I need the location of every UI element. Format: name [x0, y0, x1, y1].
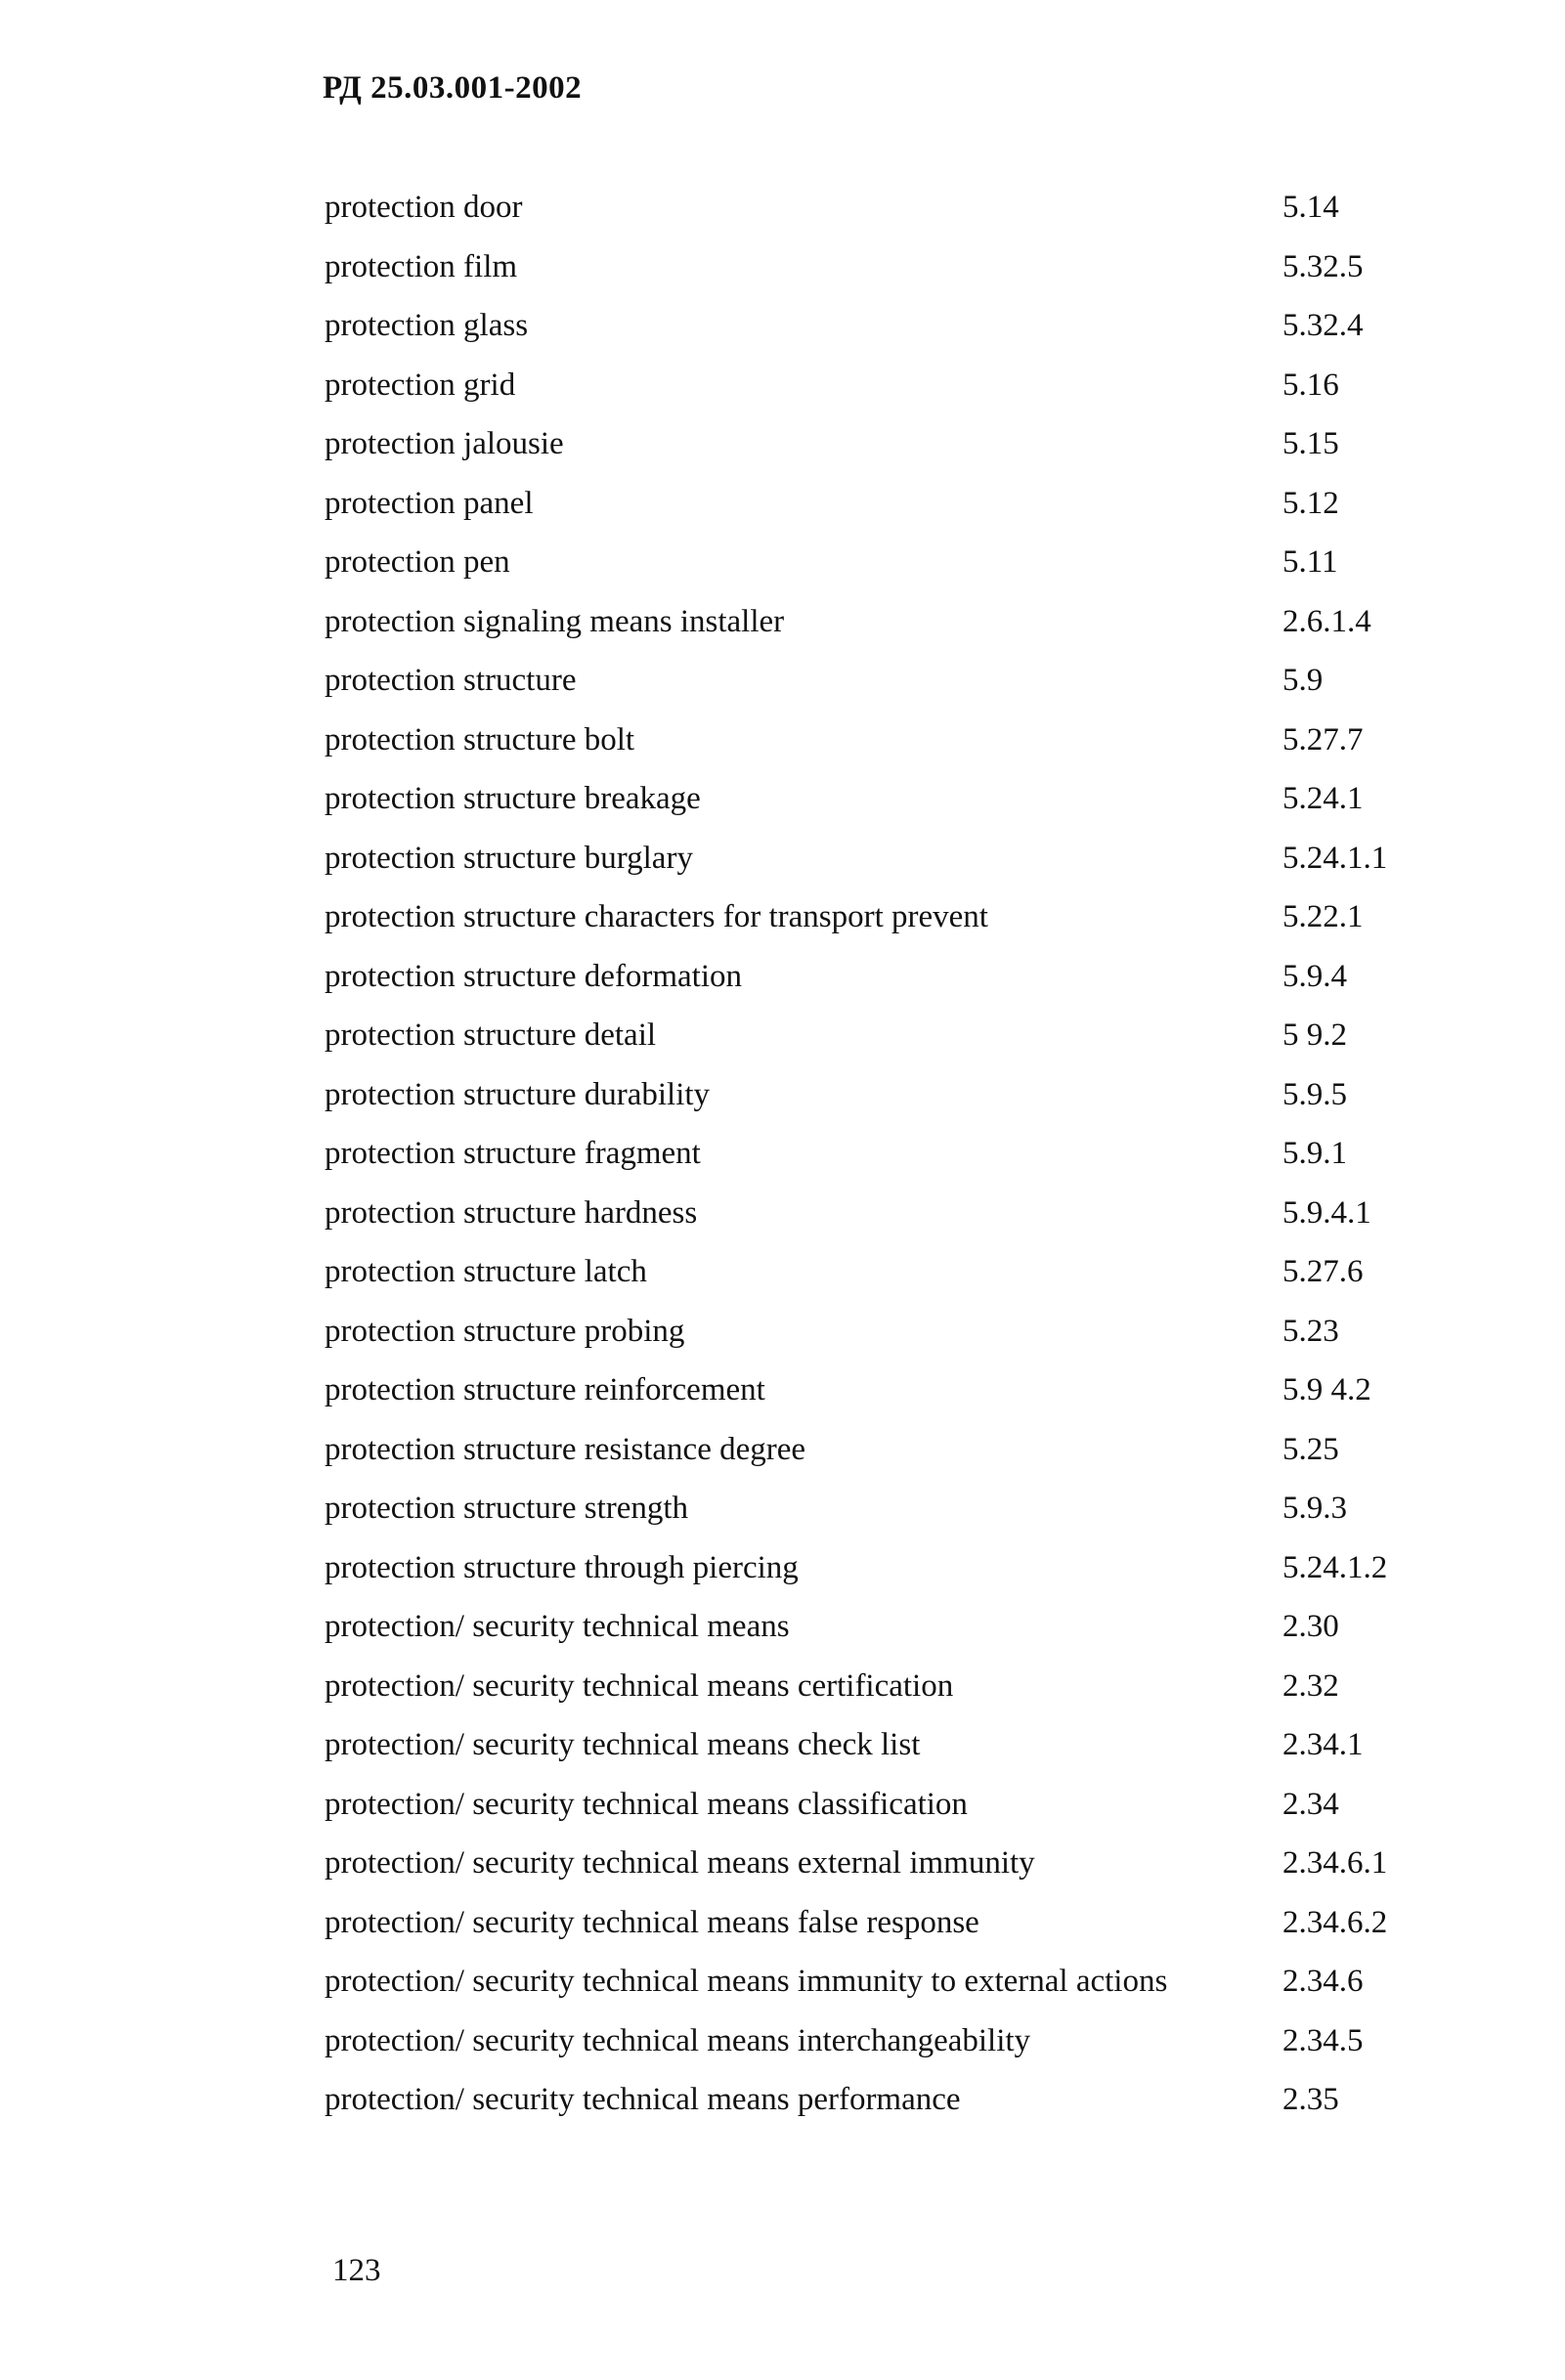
- index-reference: 5.9.5: [1282, 1076, 1347, 1112]
- list-item: [325, 533, 1468, 592]
- list-item: [325, 1597, 1468, 1657]
- index-term: protection structure through piercing: [325, 1549, 799, 1585]
- index-reference: 5.9.4.1: [1282, 1194, 1371, 1231]
- index-reference: 2.30: [1282, 1609, 1339, 1644]
- index-reference: 2.32: [1282, 1667, 1339, 1704]
- index-reference: 5.32.4: [1282, 308, 1364, 343]
- index-term: protection film: [325, 248, 518, 284]
- index-term: protection structure bolt: [325, 721, 635, 757]
- index-term: protection signaling means installer: [325, 603, 785, 639]
- list-item: [325, 474, 1468, 534]
- list-item: [325, 1065, 1468, 1125]
- list-item: [325, 414, 1468, 474]
- list-item: [325, 2012, 1468, 2071]
- index-term: protection/ security technical means false response: [325, 1904, 979, 1940]
- index-reference: 5.25: [1282, 1431, 1339, 1467]
- list-item: [325, 1834, 1468, 1893]
- list-item: [325, 947, 1468, 1007]
- list-item: [325, 1893, 1468, 1953]
- list-item: [325, 1952, 1468, 2012]
- list-item: [325, 1361, 1468, 1420]
- index-term: protection structure durability: [325, 1076, 711, 1112]
- list-item: [325, 238, 1468, 297]
- index-reference: 2.34: [1282, 1786, 1339, 1822]
- index-term: protection/ security technical means external immunity: [325, 1845, 1035, 1881]
- index-term: protection structure fragment: [325, 1136, 701, 1171]
- index-term: protection structure deformation: [325, 958, 743, 994]
- list-item: [325, 1479, 1468, 1538]
- list-item: [325, 1775, 1468, 1835]
- list-item: [325, 1184, 1468, 1243]
- list-item: [325, 1657, 1468, 1716]
- index-term: protection/ security technical means certification: [325, 1667, 954, 1704]
- document-code-header: РД 25.03.001-2002: [323, 70, 583, 106]
- index-term: protection/ security technical means interchangeability: [325, 2022, 1031, 2058]
- list-item: [325, 2070, 1468, 2130]
- index-term: protection structure resistance degree: [325, 1431, 806, 1467]
- index-reference: 2.34.6: [1282, 1964, 1364, 1999]
- index-reference: 5.14: [1282, 190, 1339, 225]
- index-term: protection structure latch: [325, 1254, 647, 1289]
- index-term: protection/ security technical means performance: [325, 2082, 961, 2117]
- list-item: [325, 178, 1468, 238]
- list-item: [325, 1302, 1468, 1362]
- index-reference: 2.34.5: [1282, 2022, 1364, 2058]
- index-reference: 5.24.1.2: [1282, 1549, 1388, 1585]
- index-term: protection structure: [325, 663, 577, 698]
- index-reference: 5.9 4.2: [1282, 1372, 1371, 1407]
- index-reference: 5.9: [1282, 663, 1324, 698]
- index-term: protection structure hardness: [325, 1194, 698, 1231]
- list-item: [325, 1538, 1468, 1598]
- index-reference: 5.23: [1282, 1313, 1339, 1349]
- list-item: [325, 769, 1468, 829]
- index-term: protection structure probing: [325, 1313, 685, 1349]
- index-reference: 5 9.2: [1282, 1017, 1347, 1053]
- index-reference: 5.9.4: [1282, 958, 1347, 994]
- index-reference: 5.11: [1282, 544, 1338, 580]
- index-reference: 5.15: [1282, 426, 1339, 461]
- index-reference: 5.32.5: [1282, 248, 1364, 284]
- index-term: protection/ security technical means classification: [325, 1786, 968, 1822]
- index-term: protection structure characters for transport prevent: [325, 899, 988, 934]
- list-item: [325, 651, 1468, 711]
- list-item: [325, 829, 1468, 888]
- index-reference: 2.6.1.4: [1282, 603, 1371, 639]
- list-item: [325, 356, 1468, 415]
- index-reference: 5.24.1.1: [1282, 840, 1388, 876]
- index-reference: 2.35: [1282, 2082, 1339, 2117]
- list-item: [325, 1242, 1468, 1302]
- index-term: protection jalousie: [325, 426, 564, 461]
- list-item: [325, 887, 1468, 947]
- index-reference: 5.24.1: [1282, 781, 1364, 816]
- index-reference: 5.16: [1282, 367, 1339, 403]
- index-term: protection structure strength: [325, 1491, 689, 1526]
- list-item: [325, 1420, 1468, 1480]
- index-reference: 5.27.6: [1282, 1254, 1364, 1289]
- list-item: [325, 592, 1468, 652]
- index-reference: 5.9.1: [1282, 1136, 1347, 1171]
- list-item: [325, 296, 1468, 356]
- index-reference: 5.27.7: [1282, 721, 1364, 757]
- index-reference: 5.22.1: [1282, 899, 1364, 934]
- list-item: [325, 1006, 1468, 1065]
- index-term: protection grid: [325, 367, 516, 403]
- index-reference: 5.12: [1282, 485, 1339, 521]
- index-reference: 2.34.6.1: [1282, 1845, 1388, 1881]
- index-term: protection structure burglary: [325, 840, 693, 876]
- index-term: protection panel: [325, 485, 534, 521]
- index-term: protection/ security technical means: [325, 1609, 790, 1644]
- index-term: protection/ security technical means immunity to external actions: [325, 1964, 1168, 1999]
- index-term: protection structure breakage: [325, 781, 701, 816]
- list-item: [325, 711, 1468, 770]
- page-number: 123: [332, 2253, 381, 2288]
- index-term: protection glass: [325, 308, 529, 343]
- list-item: [325, 1124, 1468, 1184]
- index-term: protection pen: [325, 544, 510, 580]
- index-term: protection structure reinforcement: [325, 1372, 765, 1407]
- index-reference: 2.34.6.2: [1282, 1904, 1388, 1940]
- index-term: protection door: [325, 190, 523, 225]
- index-term: protection/ security technical means check list: [325, 1727, 921, 1762]
- index-term: protection structure detail: [325, 1017, 657, 1053]
- index-reference: 5.9.3: [1282, 1491, 1347, 1526]
- term-index-list: [325, 178, 1468, 2130]
- index-reference: 2.34.1: [1282, 1727, 1364, 1762]
- list-item: [325, 1715, 1468, 1775]
